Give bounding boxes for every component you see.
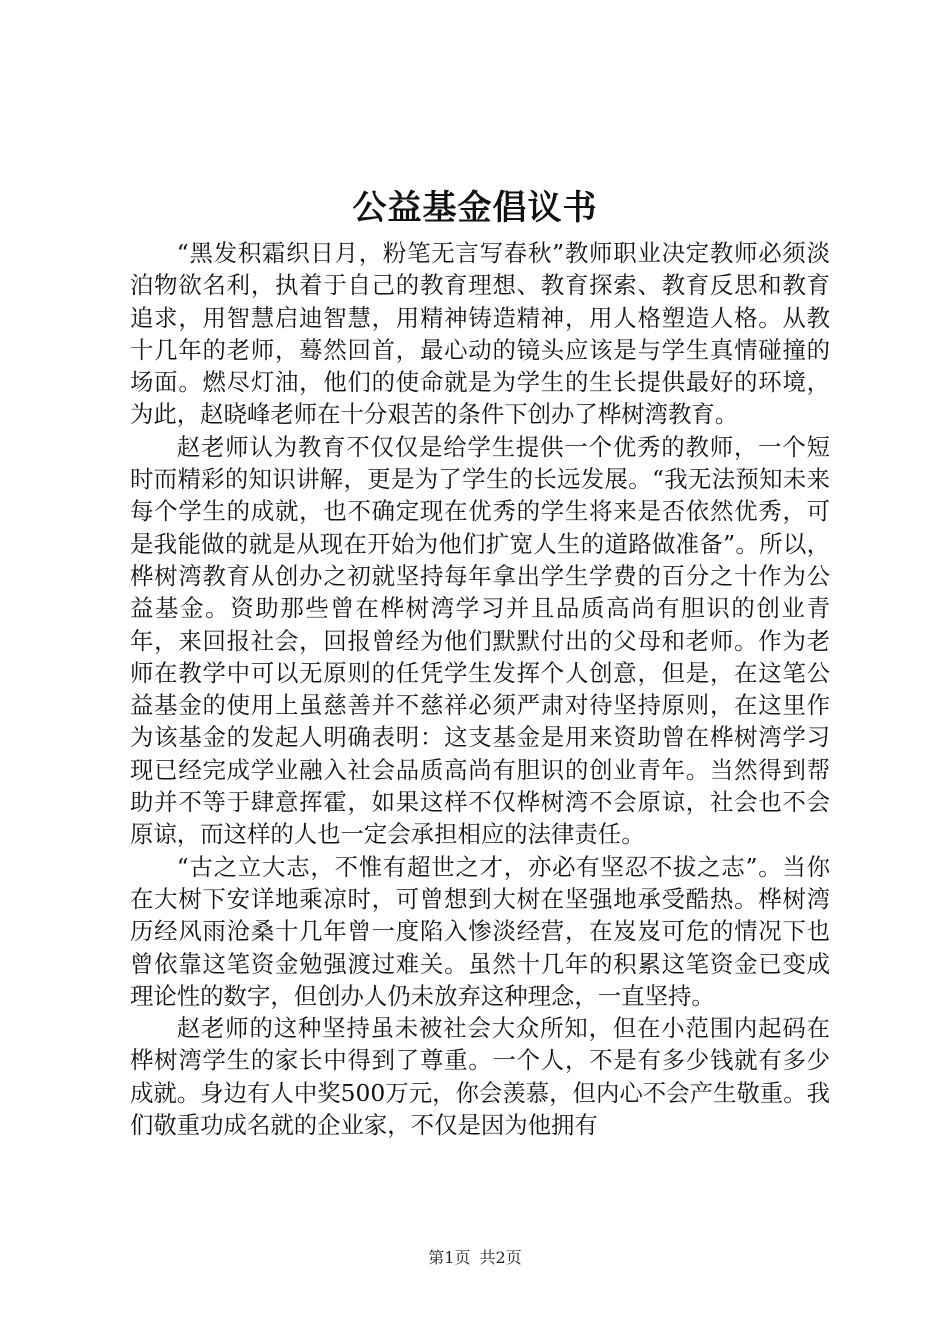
document-body: [130, 237, 830, 1141]
page-total: 共2页: [479, 1248, 522, 1267]
page-number: 第1页: [428, 1248, 471, 1267]
paragraph: 赵老师认为教育不仅仅是给学生提供一个优秀的教师，一个短时而精彩的知识讲解，更是为了学生的长远发展。“我无法预知未来每个学生的成就，也不确定现在优秀的学生将来是否依然优秀，可是我能做的就是从现在开始为他们扩宽人生的道路做准备”。所以，桦树湾教育从创办之初就坚持每年拿出学生学费的百分之十作为公益基金。资助那些曾在桦树湾学习并且品质高尚有胆识的创业青年，来回报社会，回报曾经为他们默默付出的父母和老师。作为老师在教学中可以无原则的任凭学生发挥个人创意，但是，在这笔公益基金的使用上虽慈善并不慈祥必须严肃对待坚持原则，在这里作为该基金的发起人明确表明：这支基金是用来资助曾在桦树湾学习现已经完成学业融入社会品质高尚有胆识的创业青年。当然得到帮助并不等于肆意挥霍，如果这样不仅桦树湾不会原谅，社会也不会原谅，而这样的人也一定会承担相应的法律责任。: [130, 432, 830, 849]
document-title: 公益基金倡议书: [352, 188, 598, 228]
paragraph: “黑发积霜织日月，粉笔无言写春秋”教师职业决定教师必须淡泊物欲名利，执着于自己的教育理想、教育探索、教育反思和教育追求，用智慧启迪智慧，用精神铸造精神，用人格塑造人格。从教十几年的老师，蓦然回首，最心动的镜头应该是与学生真情碰撞的场面。燃尽灯油，他们的使命就是为学生的生长提供最好的环境，为此，赵晓峰老师在十分艰苦的条件下创办了桦树湾教育。: [130, 239, 830, 429]
page-footer: [0, 1248, 950, 1268]
paragraph: 赵老师的这种坚持虽未被社会大众所知，但在小范围内起码在桦树湾学生的家长中得到了尊重。一个人，不是有多少钱就有多少成就。身边有人中奖500万元，你会羡慕，但内心不会产生敬重。我们敬重功成名就的企业家，不仅是因为他拥有: [130, 1014, 830, 1140]
paragraph: “古之立大志，不惟有超世之才，亦必有坚忍不拔之志”。当你在大树下安详地乘凉时，可曾想到大树在坚强地承受酷热。桦树湾历经风雨沧桑十几年曾一度陷入惨淡经营，在岌岌可危的情况下也曾依靠这笔资金勉强渡过难关。虽然十几年的积累这笔资金已变成理论性的数字，但创办人仍未放弃这种理念，一直坚持。: [130, 852, 830, 1010]
